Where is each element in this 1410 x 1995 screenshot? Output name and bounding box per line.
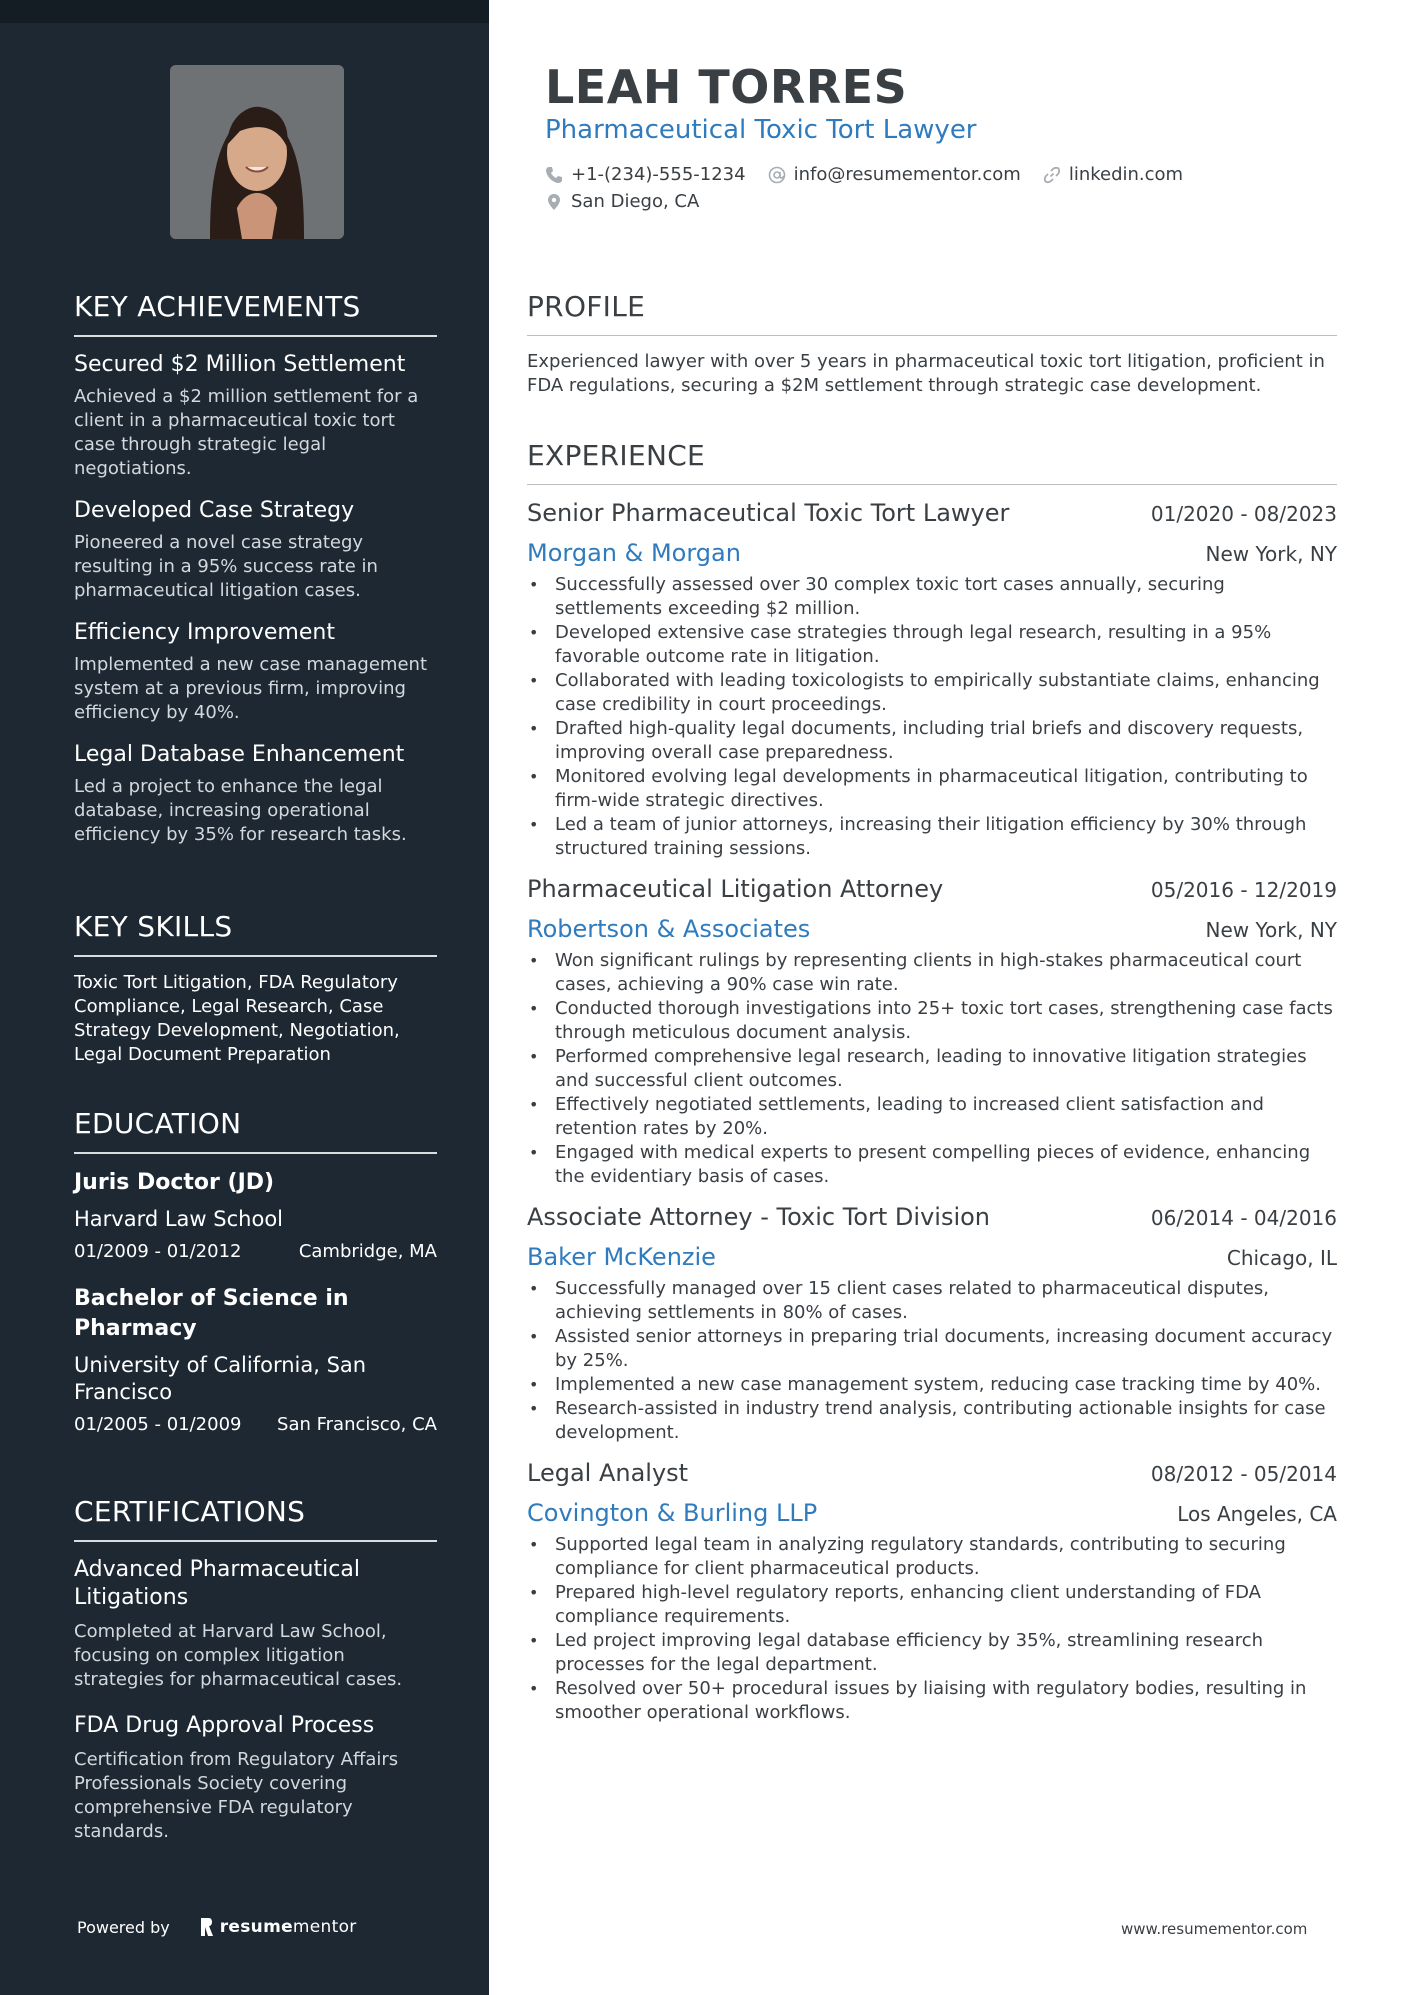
experience-section xyxy=(527,439,1337,1739)
education-degree: Bachelor of Science in Pharmacy xyxy=(74,1286,349,1341)
job-entry xyxy=(527,1203,1337,1445)
certification-title: Advanced Pharmaceutical Litigations xyxy=(74,1557,360,1610)
job-dates: 01/2020 - 08/2023 xyxy=(1150,502,1337,526)
education-meta xyxy=(74,1241,437,1262)
achievement-desc: Pioneered a novel case strategy resulting in a 95% success rate in pharmaceutical litigation cases. xyxy=(74,532,378,601)
skills-section xyxy=(74,910,437,1067)
job-location: Los Angeles, CA xyxy=(1177,1502,1337,1526)
job-dates: 06/2014 - 04/2016 xyxy=(1150,1206,1337,1230)
profile-summary: Experienced lawyer with over 5 years in pharmaceutical toxic tort litigation, proficient in FDA regulations, securing a $2M settlement through strategic case development. xyxy=(527,351,1325,396)
profile-photo-illustration xyxy=(170,65,344,239)
job-bullets xyxy=(527,949,1337,1189)
job-bullet: • Implemented a new case management system, reducing case tracking time by 40%. xyxy=(527,1373,1337,1397)
job-company: Robertson & Associates xyxy=(527,915,811,943)
achievement-desc: Implemented a new case management system at a previous firm, improving efficiency by 40%. xyxy=(74,654,427,723)
education-degree: Juris Doctor (JD) xyxy=(74,1170,275,1195)
job-bullet: • Won significant rulings by representing clients in high-stakes pharmaceutical court cases, achieving a 90% case win rate. xyxy=(527,949,1337,997)
email-text: info@resumementor.com xyxy=(793,164,1021,185)
link-icon xyxy=(1043,166,1061,184)
achievement-title: Secured $2 Million Settlement xyxy=(74,352,406,377)
certification-desc: Completed at Harvard Law School, focusing on complex litigation strategies for pharmaceutical cases. xyxy=(74,1621,403,1690)
job-role: Senior Pharmaceutical Toxic Tort Lawyer xyxy=(527,499,1010,527)
profile-heading: PROFILE xyxy=(527,290,1337,336)
achievement-title: Efficiency Improvement xyxy=(74,620,335,645)
resumementor-logo[interactable] xyxy=(200,1917,357,1937)
education-school: University of California, San Francisco xyxy=(74,1353,367,1404)
phone-text: +1-(234)-555-1234 xyxy=(571,164,746,185)
job-bullet: • Conducted thorough investigations into 25+ toxic tort cases, strengthening case facts through meticulous document analysis. xyxy=(527,997,1337,1045)
at-icon xyxy=(768,166,786,184)
job-bullet: • Drafted high-quality legal documents, including trial briefs and discovery requests, improving overall case preparedness. xyxy=(527,717,1337,765)
brand-light: mentor xyxy=(292,1917,357,1937)
achievement-item xyxy=(74,619,437,725)
education-school: Harvard Law School xyxy=(74,1207,283,1231)
contact-linkedin[interactable] xyxy=(1043,164,1183,185)
contact-email[interactable] xyxy=(768,164,1021,185)
education-dates: 01/2005 - 01/2009 xyxy=(74,1414,242,1435)
location-text: San Diego, CA xyxy=(571,191,700,212)
job-bullet: • Prepared high-level regulatory reports, enhancing client understanding of FDA compliance requirements. xyxy=(527,1581,1337,1629)
job-bullet: • Monitored evolving legal developments in pharmaceutical litigation, contributing to firm-wide strategic directives. xyxy=(527,765,1337,813)
job-bullet: • Engaged with medical experts to present compelling pieces of evidence, enhancing the evidentiary basis of cases. xyxy=(527,1141,1337,1189)
job-company: Baker McKenzie xyxy=(527,1243,716,1271)
achievement-item xyxy=(74,351,437,481)
linkedin-text: linkedin.com xyxy=(1068,164,1184,185)
powered-by-label: Powered by xyxy=(77,1917,170,1937)
candidate-title: Pharmaceutical Toxic Tort Lawyer xyxy=(545,115,977,145)
skills-heading: KEY SKILLS xyxy=(74,910,437,957)
job-bullet: • Led a team of junior attorneys, increasing their litigation efficiency by 30% through structured training sessions. xyxy=(527,813,1337,861)
job-bullets xyxy=(527,573,1337,861)
job-dates: 05/2016 - 12/2019 xyxy=(1150,878,1337,902)
certifications-heading: CERTIFICATIONS xyxy=(74,1495,437,1542)
profile-section xyxy=(527,290,1337,398)
education-item xyxy=(74,1168,437,1262)
education-meta xyxy=(74,1414,437,1435)
certification-title: FDA Drug Approval Process xyxy=(74,1713,375,1738)
achievement-item xyxy=(74,741,437,847)
candidate-name: LEAH TORRES xyxy=(545,60,908,114)
achievement-desc: Led a project to enhance the legal database, increasing operational efficiency by 35% for research tasks. xyxy=(74,776,407,845)
education-dates: 01/2009 - 01/2012 xyxy=(74,1241,242,1262)
contact-row xyxy=(545,164,1205,185)
job-dates: 08/2012 - 05/2014 xyxy=(1150,1462,1337,1486)
job-bullets xyxy=(527,1277,1337,1445)
education-location: Cambridge, MA xyxy=(298,1241,437,1262)
job-company: Covington & Burling LLP xyxy=(527,1499,818,1527)
location-pin-icon xyxy=(545,193,563,211)
profile-photo xyxy=(170,65,344,239)
certification-desc: Certification from Regulatory Affairs Professionals Society covering comprehensive FDA regulatory standards. xyxy=(74,1749,399,1842)
job-bullet: • Resolved over 50+ procedural issues by liaising with regulatory bodies, resulting in smoother operational workflows. xyxy=(527,1677,1337,1725)
achievement-desc: Achieved a $2 million settlement for a client in a pharmaceutical toxic tort case through strategic legal negotiations. xyxy=(74,386,419,479)
certification-item xyxy=(74,1556,437,1692)
education-section xyxy=(74,1107,437,1457)
education-heading: EDUCATION xyxy=(74,1107,437,1154)
job-bullets xyxy=(527,1533,1337,1725)
contact-row-2 xyxy=(545,191,721,212)
sidebar xyxy=(0,0,489,1995)
certification-item xyxy=(74,1712,437,1844)
job-role: Pharmaceutical Litigation Attorney xyxy=(527,875,944,903)
job-bullet: • Collaborated with leading toxicologists to empirically substantiate claims, enhancing case credibility in court proceedings. xyxy=(527,669,1337,717)
achievements-heading: KEY ACHIEVEMENTS xyxy=(74,290,437,337)
sidebar-top-bar xyxy=(0,0,489,23)
achievement-title: Legal Database Enhancement xyxy=(74,742,405,767)
job-entry xyxy=(527,499,1337,861)
job-company: Morgan & Morgan xyxy=(527,539,741,567)
job-bullet: • Successfully assessed over 30 complex toxic tort cases annually, securing settlements exceeding $2 million. xyxy=(527,573,1337,621)
achievement-title: Developed Case Strategy xyxy=(74,498,355,523)
certifications-section xyxy=(74,1495,437,1864)
job-bullet: • Research-assisted in industry trend analysis, contributing actionable insights for case development. xyxy=(527,1397,1337,1445)
job-bullet: • Led project improving legal database efficiency by 35%, streamlining research processes for the legal department. xyxy=(527,1629,1337,1677)
job-bullet: • Successfully managed over 15 client cases related to pharmaceutical disputes, achieving settlements in 80% of cases. xyxy=(527,1277,1337,1325)
job-role: Associate Attorney - Toxic Tort Division xyxy=(527,1203,991,1231)
job-entry xyxy=(527,1459,1337,1725)
job-location: Chicago, IL xyxy=(1226,1246,1337,1270)
skills-list: Toxic Tort Litigation, FDA Regulatory Compliance, Legal Research, Case Strategy Development, Negotiation, Legal Document Preparation xyxy=(74,972,400,1065)
resumementor-logo-icon xyxy=(200,1917,214,1937)
job-bullet: • Effectively negotiated settlements, leading to increased client satisfaction and retention rates by 20%. xyxy=(527,1093,1337,1141)
job-bullet: • Assisted senior attorneys in preparing trial documents, increasing document accuracy by 25%. xyxy=(527,1325,1337,1373)
footer-url[interactable]: www.resumementor.com xyxy=(1121,1920,1308,1938)
experience-heading: EXPERIENCE xyxy=(527,439,1337,485)
brand-bold: resume xyxy=(219,1917,293,1937)
achievements-section xyxy=(74,290,437,863)
powered-by xyxy=(77,1917,357,1937)
education-location: San Francisco, CA xyxy=(277,1414,437,1435)
achievement-item xyxy=(74,497,437,603)
phone-icon xyxy=(545,166,563,184)
job-location: New York, NY xyxy=(1205,542,1337,566)
job-location: New York, NY xyxy=(1205,918,1337,942)
job-bullet: • Supported legal team in analyzing regulatory standards, contributing to securing compliance for client pharmaceutical products. xyxy=(527,1533,1337,1581)
contact-location xyxy=(545,191,699,212)
job-bullet: • Developed extensive case strategies through legal research, resulting in a 95% favorable outcome rate in litigation. xyxy=(527,621,1337,669)
contact-phone[interactable] xyxy=(545,164,746,185)
education-item xyxy=(74,1284,437,1435)
job-bullet: • Performed comprehensive legal research, leading to innovative litigation strategies and successful client outcomes. xyxy=(527,1045,1337,1093)
job-role: Legal Analyst xyxy=(527,1459,689,1487)
job-entry xyxy=(527,875,1337,1189)
